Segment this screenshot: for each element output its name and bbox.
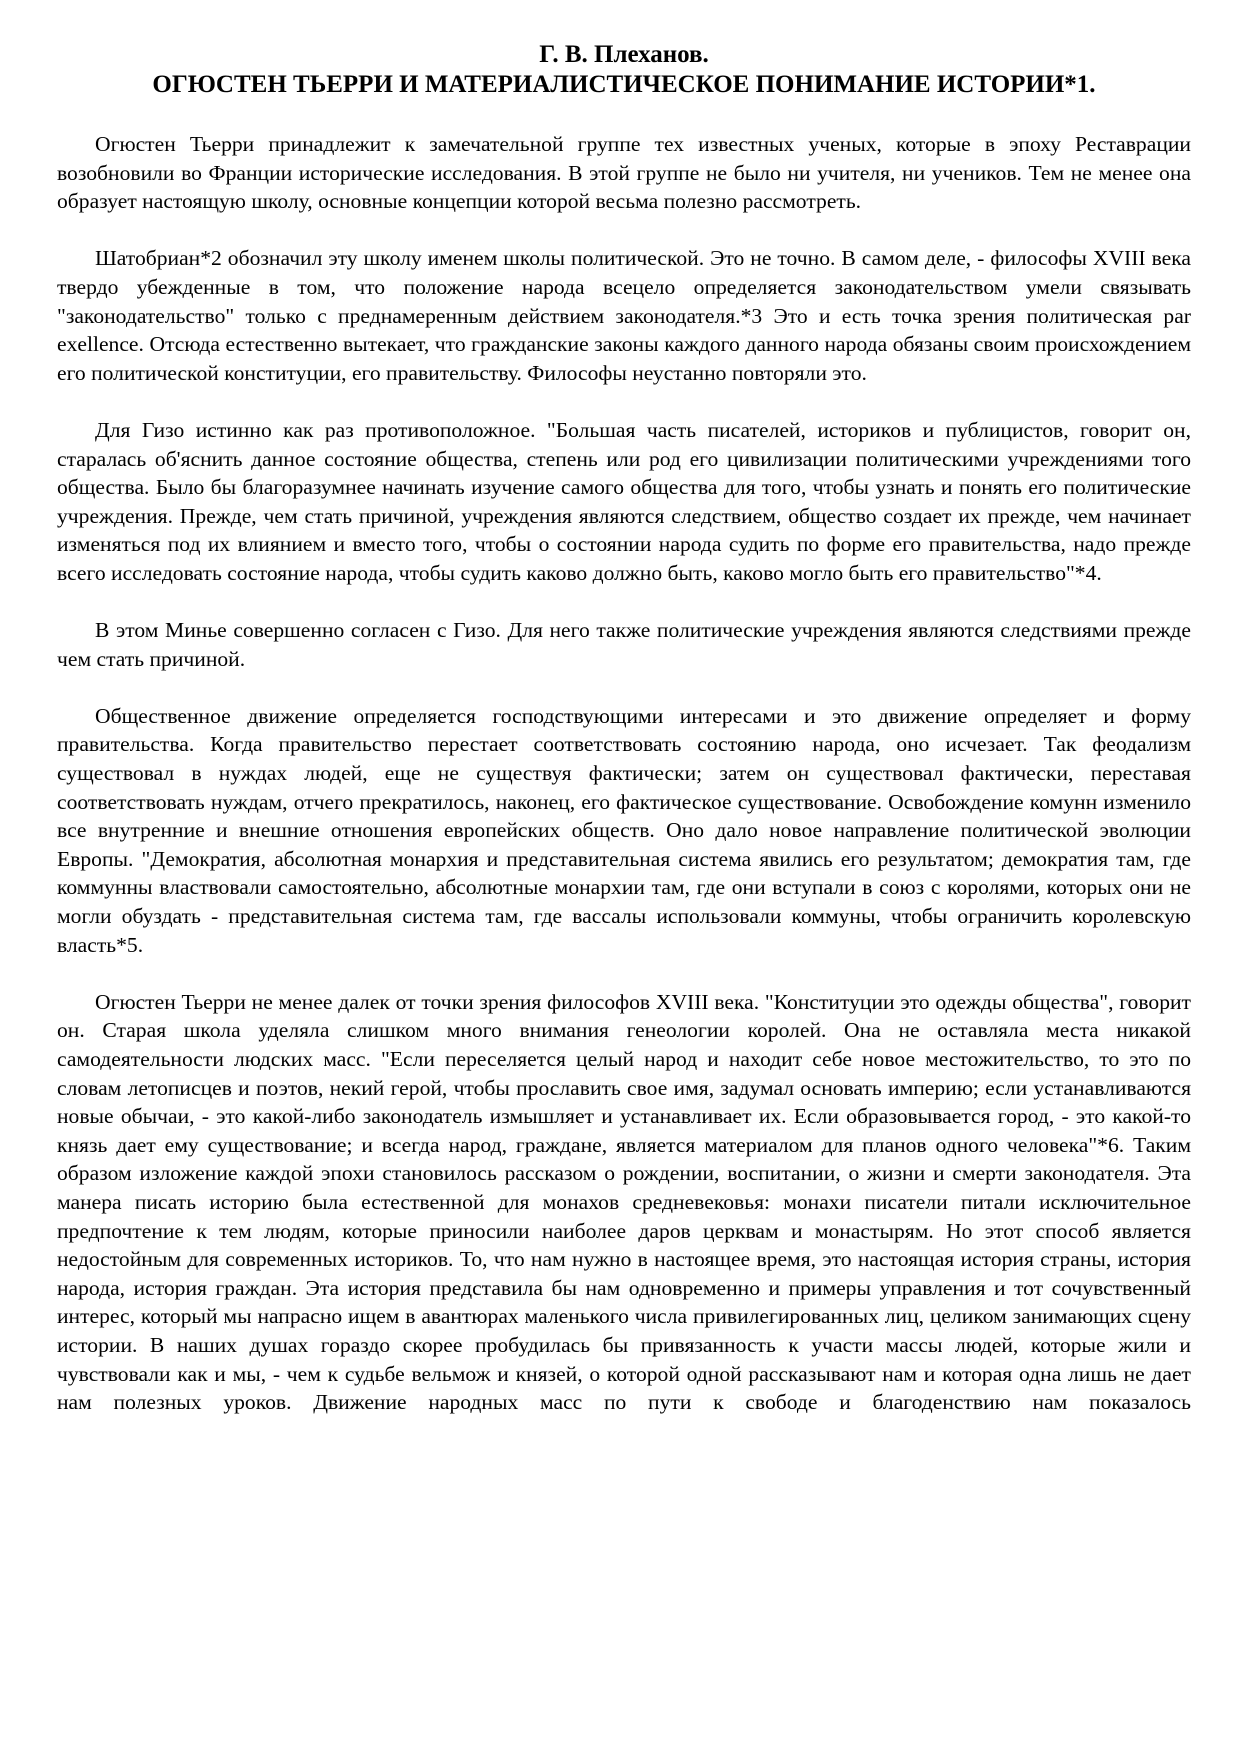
paragraph-5: Общественное движение определяется господствующими интересами и это движение определяет и форму правительства. Когда правительство перестает соответствовать состоянию народа, оно исчезает. Так феодализм существовал в нуждах людей, еще не существуя фактически; затем он существовал фактически, переставая соответствовать нуждам, отчего прекратилось, наконец, его фактическое существование. Освобождение комунн изменило все внутренние и внешние отношения европейских обществ. Оно дало новое направление политической эволюции Европы. "Демократия, абсолютная монархия и представительная система явились его результатом; демократия там, где коммунны властвовали самостоятельно, абсолютные монархии там, где они вступали в союз с королями, которых они не могли обуздать - представительная система там, где вассалы использовали коммуны, чтобы ограничить королевскую власть*5. xyxy=(57,703,1191,957)
paragraph-6: Огюстен Тьерри не менее далек от точки зрения философов XVIII века. "Конституции это одежды общества", говорит он. Старая школа уделяла слишком много внимания генеологии королей. Она не оставляла места никакой самодеятельности людских масс. "Если переселяется целый народ и находит себе новое местожительство, то это по словам летописцев и поэтов, некий герой, чтобы прославить свое имя, задумал основать империю; если устанавливаются новые обычаи, - это какой-либо законодатель измышляет и устанавливает их. Если образовывается город, - это какой-то князь дает ему существование; и всегда народ, граждане, является материалом для планов одного человека"*6. Таким образом изложение каждой эпохи становилось рассказом о рождении, воспитании, о жизни и смерти законодателя. Эта манера писать историю была естественной для монахов средневековья: монахи писатели питали исключительное предпочтение к тем людям, которые приносили наиболее даров церквам и монастырям. Но этот способ является недостойным для современных историков. То, что нам нужно в настоящее время, это настоящая история страны, история народа, история граждан. Эта история представила бы нам одновременно и примеры управления и тот сочувственный интерес, который мы напрасно ищем в авантюрах маленького числа привилегированных лиц, целиком занимающих сцену истории. В наших душах гораздо скорее пробудилась бы привязанность к участи массы людей, которые жили и чувствовали как и мы, - чем к судьбе вельмож и князей, о которой одной рассказывают нам и которая одна лишь не дает нам полезных уроков. Движение народных масс по пути к свободе и благоденствию нам показалось xyxy=(57,989,1191,1415)
author-name: Г. В. Плеханов. xyxy=(539,41,709,68)
paragraph-4: В этом Минье совершенно согласен с Гизо. Для него также политические учреждения являются следствиями прежде чем стать причиной. xyxy=(57,618,1191,671)
paragraph-2: Шатобриан*2 обозначил эту школу именем школы политической. Это не точно. В самом деле, - философы XVIII века твердо убежденные в том, что положение народа всецело определяется законодательством умели связывать "законодательство" только с преднамеренным действием законодателя.*3 Это и есть точка зрения политическая par exellence. Отсюда естественно вытекает, что гражданские законы каждого данного народа обязаны своим происхождением его политической конституции, его правительству. Философы неустанно повторяли это. xyxy=(57,246,1191,385)
document-body xyxy=(57,130,1191,1417)
paragraph-3: Для Гизо истинно как раз противоположное. "Большая часть писателей, историков и публицистов, говорит он, старалась об'яснить данное состояние общества, степень или род его цивилизации политическими учреждениями того общества. Было бы благоразумнее начинать изучение самого общества для того, чтобы узнать и понять его политические учреждения. Прежде, чем стать причиной, учреждения являются следствием, общество создает их прежде, чем начинает изменяться под их влиянием и вместо того, чтобы о состоянии народа судить по форме его правительства, надо прежде всего исследовать состояние народа, чтобы судить каково должно быть, каково могло быть его правительство"*4. xyxy=(57,417,1191,585)
document-page xyxy=(57,40,1191,1417)
paragraph-1: Огюстен Тьерри принадлежит к замечательной группе тех известных ученых, которые в эпоху Реставрации возобновили во Франции исторические исследования. В этой группе не было ни учителя, ни учеников. Тем не менее она образует настоящую школу, основные концепции которой весьма полезно рассмотреть. xyxy=(57,132,1191,214)
document-title: ОГЮСТЕН ТЬЕРРИ И МАТЕРИАЛИСТИЧЕСКОЕ ПОНИМАНИЕ ИСТОРИИ*1. xyxy=(152,71,1096,98)
